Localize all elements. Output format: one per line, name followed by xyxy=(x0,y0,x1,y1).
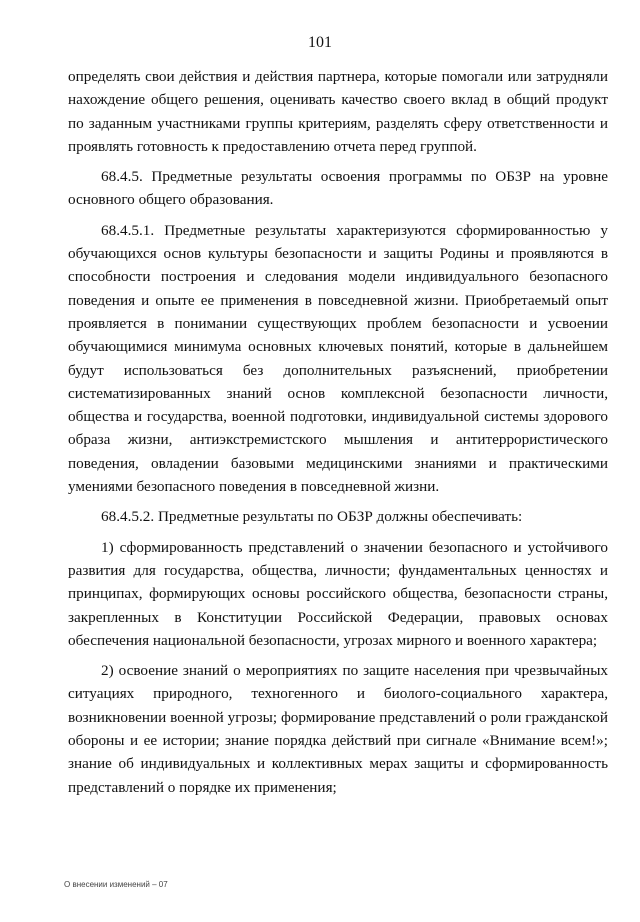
page-number: 101 xyxy=(308,34,332,51)
paragraph-68-4-5: 68.4.5. Предметные результаты освоения программы по ОБЗР на уровне основного общего образования. xyxy=(68,168,608,209)
paragraph-continuation: определять свои действия и действия партнера, которые помогали или затрудняли нахождение общего решения, оценивать качество своего вклад в общий продукт по заданным участниками группы критериям, разделять сферу ответственности и проявлять готовность к предоставлению отчета перед группой. xyxy=(68,68,608,155)
list-item-1: 1) сформированность представлений о значении безопасного и устойчивого развития для государства, общества, личности; фундаментальных ценностях и принципах, формирующих основы российского общества, безопасности страны, закрепленных в Конституции Российской Федерации, правовых основах обеспечения национальной безопасности, угрозах мирного и военного характера; xyxy=(68,538,608,649)
footer-note: О внесении изменений – 07 xyxy=(64,880,168,889)
paragraph-68-4-5-1: 68.4.5.1. Предметные результаты характеризуются сформированностью у обучающихся основ культуры безопасности и защиты Родины и проявляются в способности построения и следования модели индивидуального безопасного поведения и опыте ее применения в повседневной жизни. Приобретаемый опыт проявляется в понимании существующих проблем безопасности и усвоении обучающимися минимума основных ключевых понятий, которые в дальнейшем будут использоваться без дополнительных разъяснений, приобретении систематизированных знаний основ комплексной безопасности личности, общества и государства, военной подготовки, индивидуальной системы здорового образа жизни, антиэкстремистского мышления и антитеррористического поведения, овладении базовыми медицинскими знаниями и практическими умениями безопасного поведения в повседневной жизни. xyxy=(68,221,608,496)
list-item-2: 2) освоение знаний о мероприятиях по защите населения при чрезвычайных ситуациях природного, техногенного и биолого-социального характера, возникновении военной угрозы; формирование представлений о роли гражданской обороны и ее истории; знание порядка действий при сигнале «Внимание всем!»; знание об индивидуальных и коллективных мерах защиты и сформированность представлений о порядке их применения; xyxy=(68,662,608,796)
paragraph-68-4-5-2: 68.4.5.2. Предметные результаты по ОБЗР должны обеспечивать: xyxy=(101,508,523,526)
document-body xyxy=(68,65,608,806)
